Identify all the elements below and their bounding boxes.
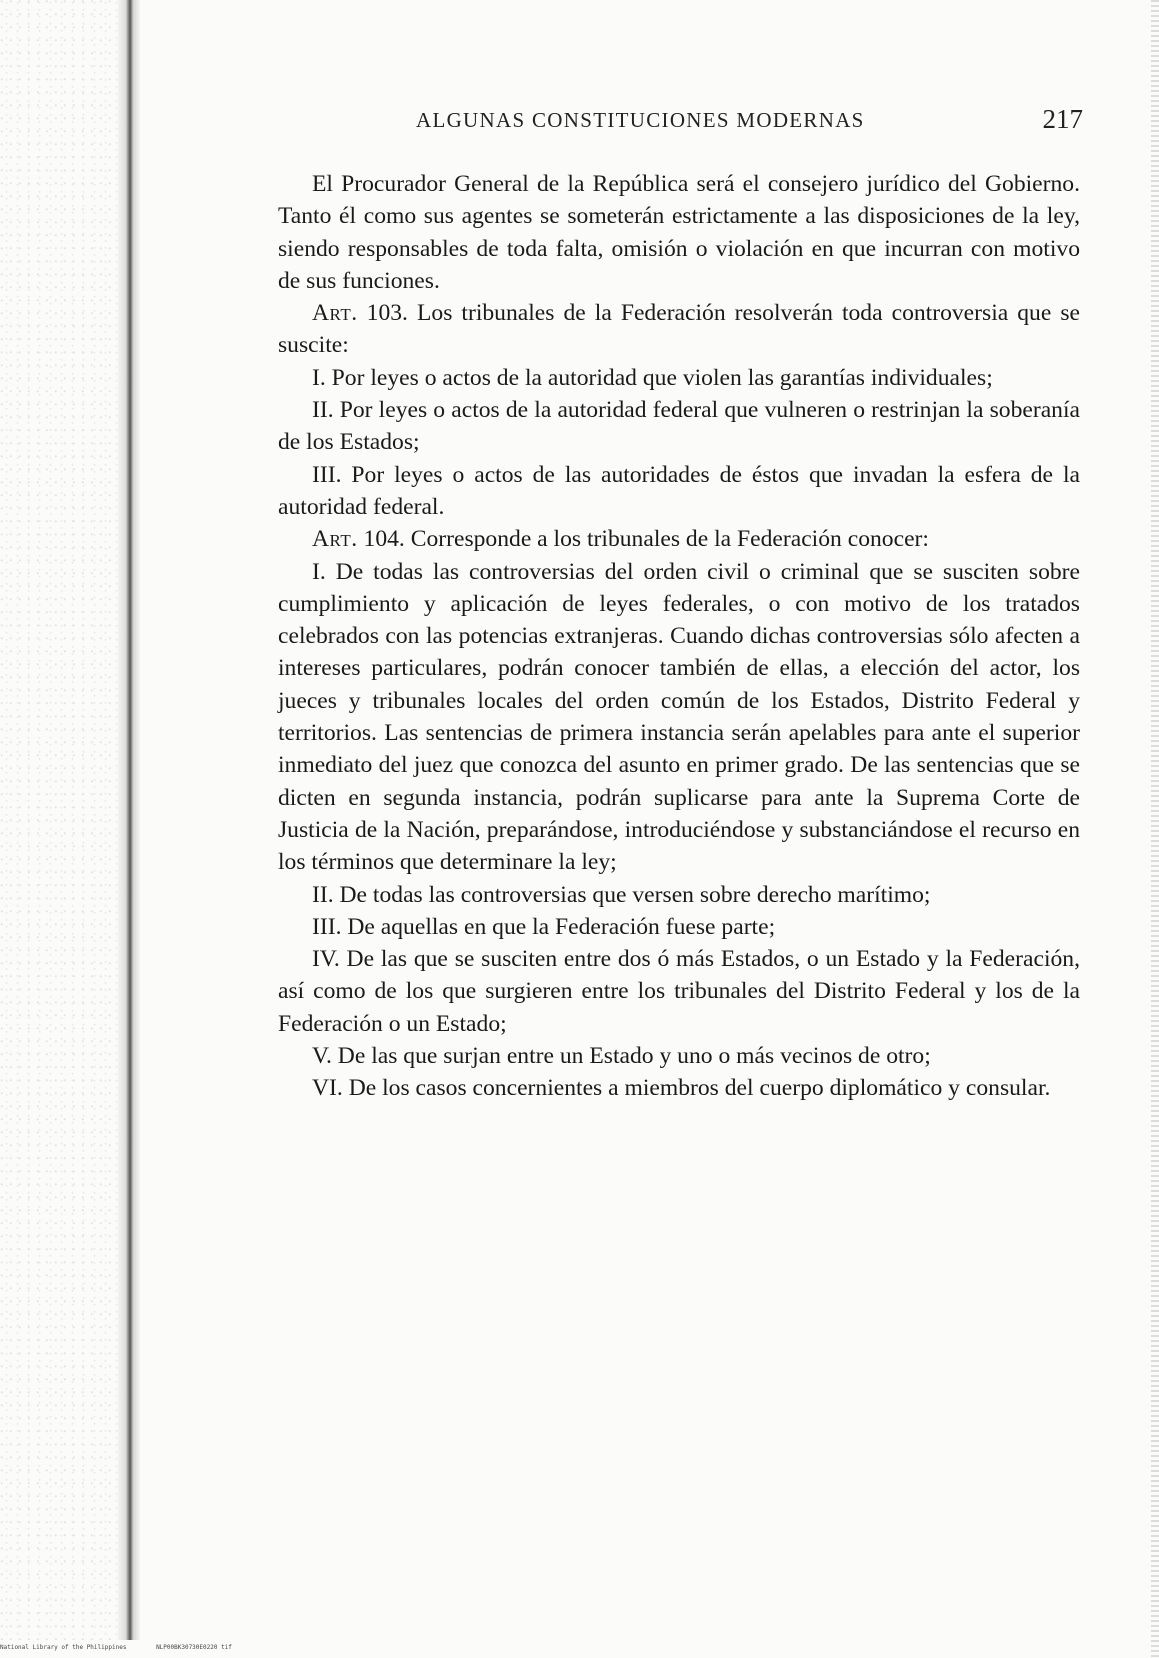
paragraph xyxy=(278,168,1080,297)
paragraph-text: III. De aquellas en que la Federación fuese parte; xyxy=(312,913,776,940)
paragraph-text: II. De todas las controversias que versen sobre derecho marítimo; xyxy=(312,881,931,908)
paragraph-text: IV. De las que se susciten entre dos ó más Estados, o un Estado y la Federación, así como de los que surgieren entre los tribunales del Distrito Federal y los de la Federación o un Estado; xyxy=(278,946,1080,1037)
paragraph xyxy=(278,943,1080,1040)
paragraph xyxy=(278,297,1080,362)
paragraph-text: 103. Los tribunales de la Federación resolverán toda controversia que se suscite: xyxy=(278,300,1080,359)
paragraph xyxy=(278,556,1080,879)
paragraph-text: El Procurador General de la República será el consejero jurídico del Gobierno. Tanto él como sus agentes se someterán estrictamente a las disposiciones de la ley, siendo responsables de toda falta, omisión o violación en que incurran con motivo de sus funciones. xyxy=(278,171,1080,294)
library-stamp: National Library of the Philippines xyxy=(0,1644,127,1651)
paragraph xyxy=(278,523,1080,555)
page-number: 217 xyxy=(1042,104,1083,134)
paragraph-text: III. Por leyes o actos de las autoridades de éstos que invadan la esfera de la autoridad federal. xyxy=(278,461,1080,520)
running-title: ALGUNAS CONSTITUCIONES MODERNAS xyxy=(416,108,865,132)
paragraph xyxy=(278,394,1080,459)
paragraph xyxy=(278,459,1080,524)
paragraph-text: V. De las que surjan entre un Estado y uno o más vecinos de otro; xyxy=(312,1043,931,1070)
paragraph-text: I. De todas las controversias del orden civil o criminal que se susciten sobre cumplimiento y aplicación de leyes federales, o con motivo de los tratados celebrados con las potencias extranjeras. Cuando dichas controversias sólo afecten a intereses particulares, podrán conocer también de ellas, a elección del actor, los jueces y tribunales locales del orden común de los Estados, Distrito Federal y territorios. Las sentencias de primera instancia serán apelables para ante el superior inmediato del juez que conozca del asunto en primer grado. De las sentencias que se dicten en segunda instancia, podrán suplicarse para ante la Suprema Corte de Justicia de la Nación, preparándose, introduciéndose y substanciándose el recurso en los términos que determinare la ley; xyxy=(278,558,1080,876)
paragraph xyxy=(278,362,1080,394)
right-page-edge xyxy=(1151,0,1159,1658)
paragraph-text: I. Por leyes o actos de la autoridad que violen las garantías individuales; xyxy=(312,364,993,391)
paragraph-text: 104. Corresponde a los tribunales de la Federación conocer: xyxy=(357,526,929,553)
article-label: Art. xyxy=(312,300,358,327)
paragraph-text: VI. De los casos concernientes a miembros del cuerpo diplomático y consular. xyxy=(312,1075,1051,1102)
paragraph xyxy=(278,879,1080,911)
running-head xyxy=(268,104,1083,148)
paragraph xyxy=(278,1040,1080,1072)
paragraph xyxy=(278,1072,1080,1104)
body-text xyxy=(278,168,1080,1105)
binding-edge xyxy=(118,0,140,1640)
paragraph-text: II. Por leyes o actos de la autoridad federal que vulneren o restrinjan la soberanía de los Estados; xyxy=(278,397,1080,456)
scan-code: NLP00BK30730E0220 tif xyxy=(156,1644,232,1651)
binding-speckle xyxy=(0,0,118,1640)
article-label: Art. xyxy=(312,526,358,553)
paragraph xyxy=(278,911,1080,943)
footer-stamp xyxy=(0,1644,400,1651)
